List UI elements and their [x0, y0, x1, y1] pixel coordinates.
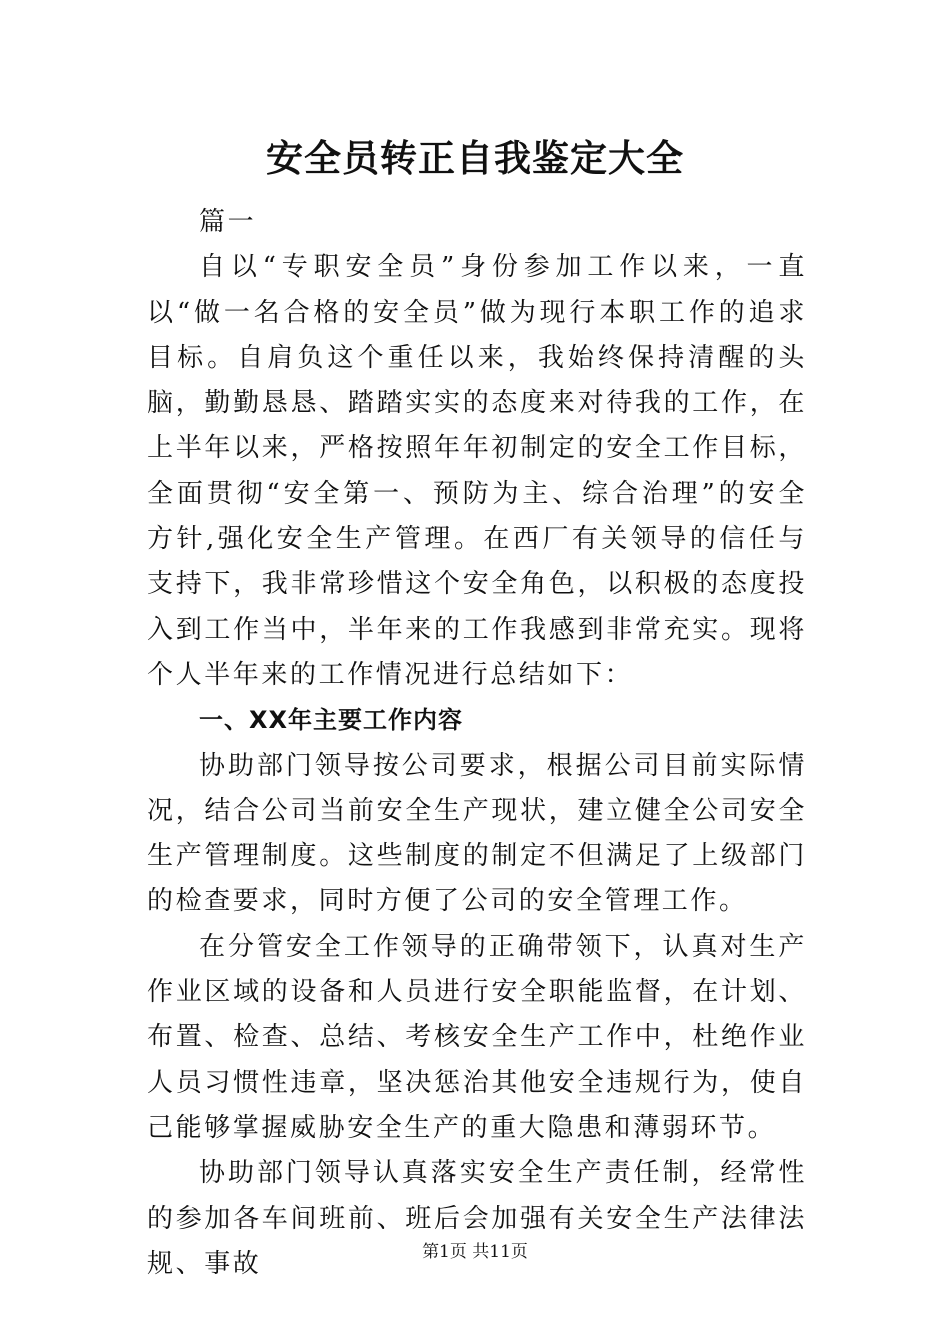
document-title: 安全员转正自我鉴定大全 [266, 136, 684, 180]
body-paragraph: 在分管安全工作领导的正确带领下，认真对生产作业区域的设备和人员进行安全职能监督，在计划、布置、检查、总结、考核安全生产工作中，杜绝作业人员习惯性违章，坚决惩治其他安全违规行为，使自己能够掌握威胁安全生产的重大隐患和薄弱环节。 [147, 931, 807, 1143]
page-footer: 第1页 共11页 [422, 1242, 528, 1262]
section-heading: 一、XX年主要工作内容 [199, 706, 464, 735]
document-body [147, 200, 807, 1287]
body-paragraph: 协助部门领导认真落实安全生产责任制，经常性的参加各车间班前、班后会加强有关安全生产法律法规、事故 [147, 1158, 807, 1279]
body-paragraph: 协助部门领导按公司要求，根据公司目前实际情况，结合公司当前安全生产现状，建立健全公司安全生产管理制度。这些制度的制定不但满足了上级部门的检查要求，同时方便了公司的安全管理工作。 [147, 750, 807, 917]
section-label: 篇一 [199, 207, 257, 237]
intro-paragraph: 自以“专职安全员”身份参加工作以来，一直以“做一名合格的安全员”做为现行本职工作的追求目标。自肩负这个重任以来，我始终保持清醒的头脑，勤勤恳恳、踏踏实实的态度来对待我的工作，在上半年以来，严格按照年年初制定的安全工作目标，全面贯彻“安全第一、预防为主、综合治理”的安全方针,强化安全生产管理。在西厂有关领导的信任与支持下，我非常珍惜这个安全角色，以积极的态度投入到工作当中，半年来的工作我感到非常充实。现将个人半年来的工作情况进行总结如下： [147, 252, 807, 690]
